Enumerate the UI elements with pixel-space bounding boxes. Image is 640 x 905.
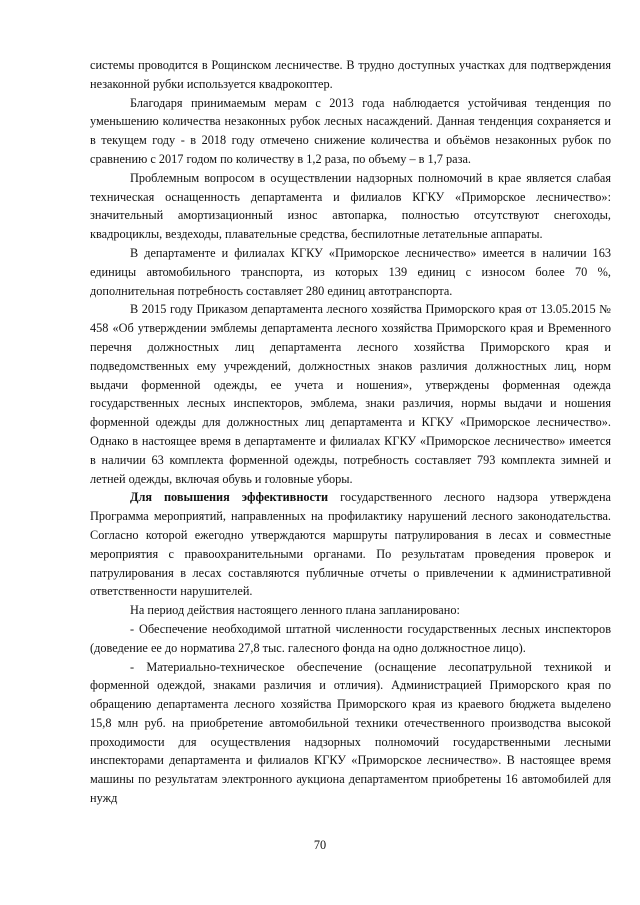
paragraph-9 bbox=[90, 658, 611, 808]
page-number: 70 bbox=[313, 838, 327, 852]
paragraph-8-text: - Обеспечение необходимой штатной численности государственных лесных инспекторов (доведение ее до норматива 27,8 тыс. галесного фонда на одно должностное лицо). bbox=[90, 621, 611, 655]
paragraph-1 bbox=[90, 56, 611, 94]
paragraph-5-text: В 2015 году Приказом департамента лесного хозяйства Приморского края от 13.05.2015 № 458 «Об утверждении эмблемы департамента лесного хозяйства Приморского края и Временного перечня должностных лиц департамента лесного хозяйства Приморского края и подведомственных ему учреждений, должностных знаков различия должностных лиц, норм выдачи форменной одежды, ее учета и ношения», утверждены форменная одежда государственных лесных инспекторов, эмблема, знаки различия, нормы выдачи и ношения форменной одежды для должностных лиц департамента и КГКУ «Приморское лесничество». Однако в настоящее время в департаменте и филиалах КГКУ «Приморское лесничество» имеется в наличии 63 комплекта форменной одежды, потребность составляет 793 комплекта зимней и летней одежды, включая обувь и головные уборы. bbox=[90, 302, 611, 486]
paragraph-9-text: - Материально-техническое обеспечение (оснащение лесопатрульной техникой и форменной одеждой, знаками различия и отличия). Администрацией Приморского края по обращению департамента лесного хозяйства Приморского края из краевого бюджета выделено 15,8 млн руб. на приобретение автомобильной техники отечественного производства высокой проходимости для осуществления надзорных полномочий государственными лесными инспекторами департамента и филиалов КГКУ «Приморское лесничество». В настоящее время машины по результатам электронного аукциона департаментом приобретены 16 автомобилей для нужд bbox=[90, 659, 611, 806]
paragraph-1-text: системы проводится в Рощинском лесничестве. В трудно доступных участках для подтверждения незаконной рубки используется квадрокоптер. bbox=[90, 58, 611, 91]
paragraph-2 bbox=[90, 94, 611, 169]
paragraph-2-text: Благодаря принимаемым мерам с 2013 года наблюдается устойчивая тенденция по уменьшению количества незаконных рубок лесных насаждений. Данная тенденция сохраняется и в текущем году - в 2018 году отмечено снижение количества и объёмов незаконных рубок по сравнению с 2017 годом по количеству в 1,2 раза, по объему – в 1,7 раза. bbox=[90, 95, 611, 166]
paragraph-7-text: На период действия настоящего ленного плана запланировано: bbox=[130, 603, 460, 618]
paragraph-7 bbox=[90, 601, 611, 620]
paragraph-4-text: В департаменте и филиалах КГКУ «Приморское лесничество» имеется в наличии 163 единицы автомобильного транспорта, из которых 139 единиц с износом более 70 %, дополнительная потребность составляет 280 единиц автотранспорта. bbox=[90, 245, 611, 298]
paragraph-6 bbox=[90, 488, 611, 601]
paragraph-6-text: государственного лесного надзора утверждена Программа мероприятий, направленных на профилактику нарушений лесного законодательства. Согласно которой ежегодно утверждаются маршруты патрулирования в лесах и совместные мероприятия с правоохранительными органами. По результатам проведения проверок и патрулирования в лесах составляются публичные отчеты о привлечении к административной ответственности нарушителей. bbox=[90, 490, 611, 599]
paragraph-3 bbox=[90, 169, 611, 244]
paragraph-6-bold: Для повышения эффективности bbox=[130, 490, 329, 505]
paragraph-5 bbox=[90, 300, 611, 488]
paragraph-4 bbox=[90, 244, 611, 300]
document-body bbox=[90, 56, 611, 808]
paragraph-8 bbox=[90, 620, 611, 658]
paragraph-3-text: Проблемным вопросом в осуществлении надзорных полномочий в крае является слабая техническая оснащенность департамента и филиалов КГКУ «Приморское лесничество»: значительный амортизационный износ автопарка, полностью отсутствуют снегоходы, квадроциклы, вездеходы, плавательные средства, беспилотные летательные аппараты. bbox=[90, 170, 611, 242]
